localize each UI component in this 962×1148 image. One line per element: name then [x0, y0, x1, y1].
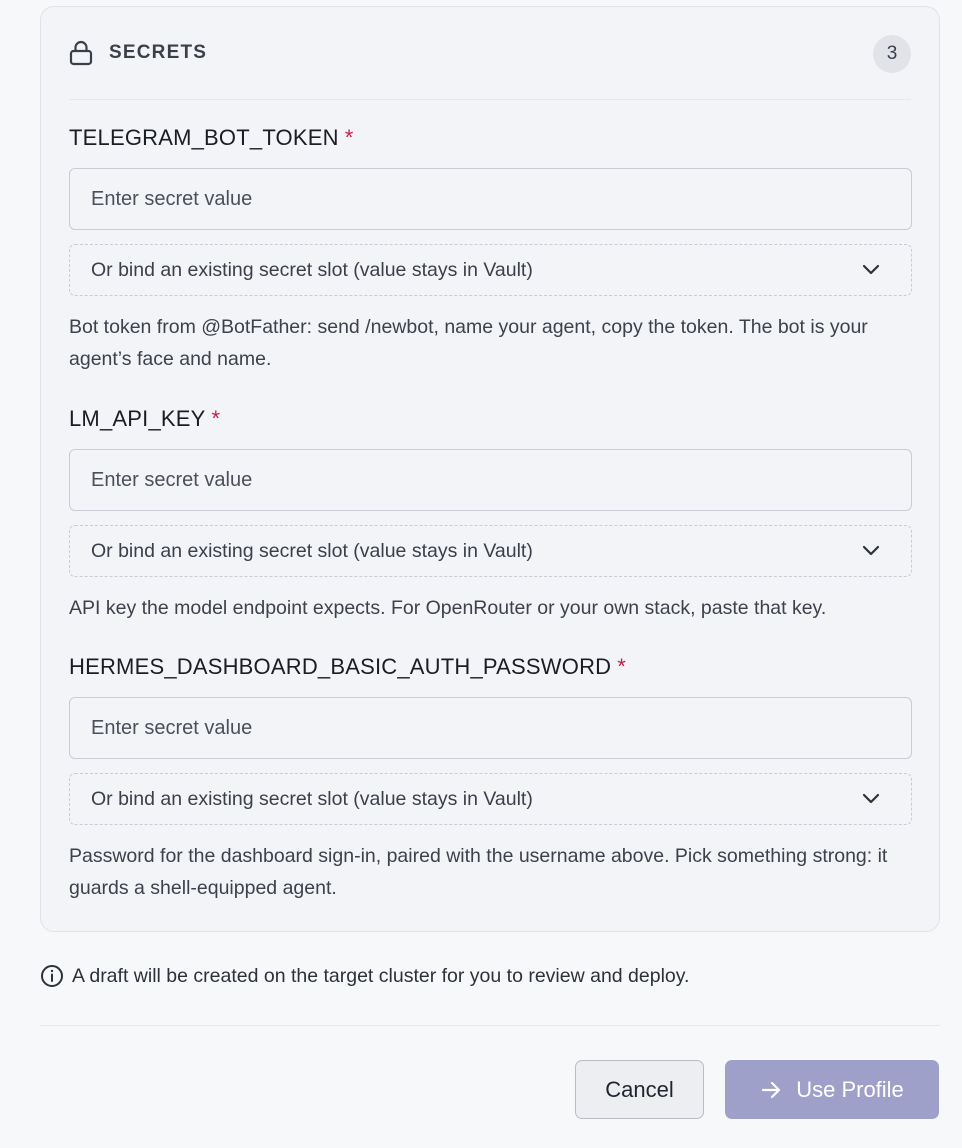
bind-slot-text: Or bind an existing secret slot (value stays in Vault): [91, 258, 533, 281]
field-label: [69, 405, 912, 433]
field-help-text: API key the model endpoint expects. For OpenRouter or your own stack, paste that key.: [69, 597, 827, 619]
bind-slot-select[interactable]: [69, 525, 912, 577]
required-marker: *: [617, 654, 627, 679]
draft-note-text: A draft will be created on the target cluster for you to review and deploy.: [72, 964, 690, 987]
field-label-text: LM_API_KEY: [69, 406, 206, 431]
field-label-text: HERMES_DASHBOARD_BASIC_AUTH_PASSWORD: [69, 654, 612, 679]
secret-field-lm-api-key: [69, 405, 912, 619]
secrets-card: [40, 6, 940, 932]
cancel-button[interactable]: Cancel: [575, 1060, 704, 1119]
secrets-header: [69, 7, 911, 100]
info-icon: [40, 964, 64, 988]
field-label-text: TELEGRAM_BOT_TOKEN: [69, 125, 339, 150]
secret-count-badge: 3: [873, 35, 911, 73]
use-profile-label: Use Profile: [796, 1076, 904, 1102]
bind-slot-select[interactable]: [69, 773, 912, 825]
required-marker: *: [211, 406, 221, 431]
field-label: [69, 653, 912, 681]
use-profile-button[interactable]: [725, 1060, 939, 1119]
bind-slot-select[interactable]: [69, 244, 912, 296]
required-marker: *: [344, 125, 354, 150]
field-label: [69, 124, 912, 152]
chevron-down-icon: [860, 259, 882, 281]
draft-note: [40, 964, 689, 988]
secret-value-input[interactable]: [69, 697, 912, 759]
secret-field-hermes-dashboard-password: [69, 653, 912, 899]
bind-slot-text: Or bind an existing secret slot (value stays in Vault): [91, 787, 533, 810]
arrow-right-icon: [760, 1079, 782, 1101]
secret-value-input[interactable]: [69, 168, 912, 230]
field-help-text: Bot token from @BotFather: send /newbot, name your agent, copy the token. The bot is your agent’s face and name.: [69, 316, 868, 370]
lock-icon: [69, 40, 93, 66]
section-title: SECRETS: [109, 42, 208, 63]
chevron-down-icon: [860, 540, 882, 562]
field-help-text: Password for the dashboard sign-in, paired with the username above. Pick something strong: it guards a shell-equipped agent.: [69, 845, 888, 899]
footer-divider: [40, 1025, 940, 1026]
bind-slot-text: Or bind an existing secret slot (value stays in Vault): [91, 539, 533, 562]
secret-field-telegram-bot-token: [69, 124, 912, 370]
secret-value-input[interactable]: [69, 449, 912, 511]
chevron-down-icon: [860, 788, 882, 810]
